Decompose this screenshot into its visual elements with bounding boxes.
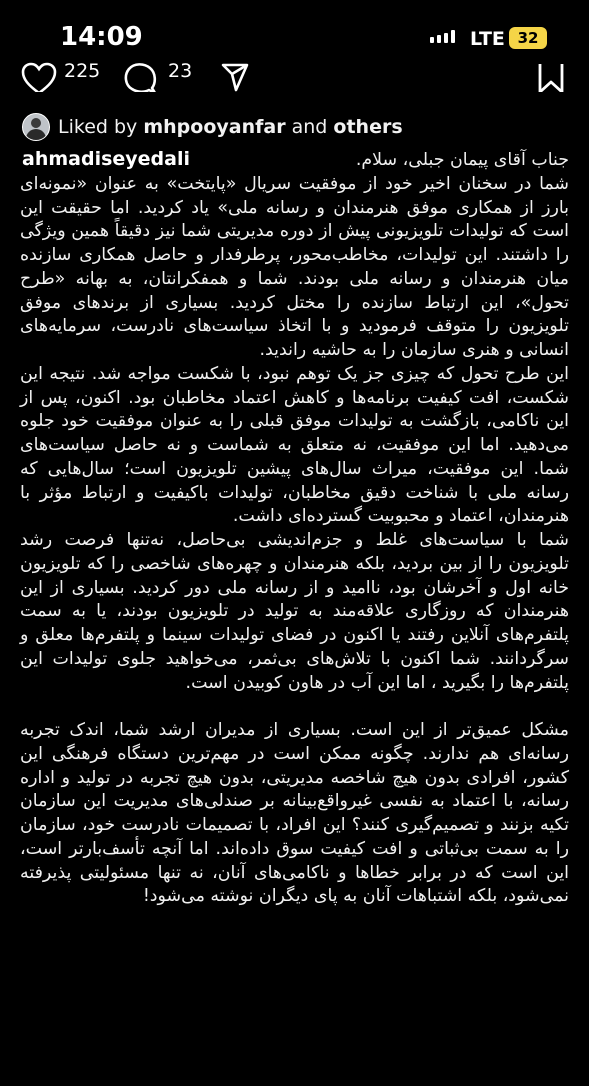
caption-paragraph: مشکل عمیق‌تر از این است. بسیاری از مدیران ارشد شما، اندک تجربه رسانه‌ای هم ندارند. چگونه ممکن است در مهم‌ترین دستگاه فرهنگی این کشور، افرادی بدون هیچ شاخصه مدیریتی، بدون هیچ تجربه در تولید و اداره رسانه، با اعتماد به نفسی غیرواقع‌بینانه بر صندلی‌های مدیریت این سازمان تکیه بزنند و تصمیم‌گیری کنند؟ این افراد، با تصمیمات نادرست خود، سازمان را به سمت بی‌ثباتی و افت کیفیت سوق داده‌اند. اما آنچه تأسف‌بارتر است، این است که در برابر خطاها و ناکامی‌های آنان، نه تنها مسئولیتی پذیرفته نمی‌شود، بلکه اشتباهات آنان به پای دیگران نوشته می‌شود! [20, 720, 569, 907]
liked-by-and: and [291, 116, 328, 138]
caption-paragraph: جناب آقای پیمان جبلی، سلام. [355, 150, 569, 170]
liked-by-others[interactable]: others [333, 116, 403, 138]
post-username[interactable]: ahmadiseyedali [22, 148, 190, 170]
liked-by-text [58, 116, 403, 138]
caption-paragraph: شما با سیاست‌های غلط و جزم‌اندیشی بی‌حاصل، نه‌تنها فرصت رشد تلویزیون را از بین بردید، بلکه هنرمندان و چهره‌های شاخصی را که تلویزیون خانه اول و آخرشان بود، ناامید و از رسانه ملی دور کردید. بسیاری از این هنرمندان که روزگاری علاقه‌مند به تولید در تلویزیون بودند، یا به سمت پلتفرم‌های آنلاین رفتند یا اکنون در فضای تولیدات سینما و پلتفرم‌ها معلق و سرگردانند. شما اکنون با تلاش‌های بی‌ثمر، می‌خواهید جلوی تولیدات این پلتفرم‌ها را بگیرید ، اما این آب در هاون کوبیدن است. [20, 530, 569, 693]
battery-icon: 32 [509, 27, 547, 49]
paragraph-gap [20, 695, 569, 719]
comment-icon[interactable] [122, 62, 158, 92]
status-time: 14:09 [60, 22, 143, 52]
liked-by-prefix: Liked by [58, 116, 138, 138]
bookmark-icon[interactable] [536, 64, 566, 92]
liked-by-user[interactable]: mhpooyanfar [143, 116, 286, 138]
post-actions [0, 58, 589, 92]
signal-icon [430, 30, 455, 43]
like-count[interactable]: 225 [64, 60, 101, 82]
share-icon[interactable] [220, 62, 250, 92]
caption-paragraph: شما در سخنان اخیر خود از موفقیت سریال «پایتخت» به عنوان «نمونه‌ای بارز از همکاری موفق هنرمندان و رسانه ملی» یاد کردید. اما حقیقت این است که تولیدات تلویزیونی پیش از دوره مدیریتی شما نیز دقیقاً همین ویژگی را داشتند. این تولیدات، مخاطب‌محور، پرطرفدار و حاصل همکاری سازنده میان هنرمندان و رسانه ملی بودند. شما و همفکرانتان، به بهانه «طرح تحول»، این ارتباط سازنده را مختل کردید. بسیاری از برندهای موفق تلویزیون را متوقف فرمودید و با اتخاذ سیاست‌های نادرست، سرمایه‌های انسانی و هنری سازمان را به حاشیه راندید. [20, 173, 569, 360]
comment-count[interactable]: 23 [168, 60, 193, 82]
post-caption [20, 149, 569, 909]
network-type: LTE [470, 28, 505, 50]
avatar[interactable] [22, 113, 50, 141]
caption-paragraph: این طرح تحول که چیزی جز یک توهم نبود، با شکست مواجه شد. نتیجه این شکست، افت کیفیت برنامه‌ها و کاهش اعتماد مخاطبان بود. اکنون، پس از این ناکامی، بازگشت به تولیدات موفق قبلی را به عنوان موفقیت خود جلوه می‌دهید. اما این موفقیت، نه متعلق به شماست و نه حاصل سیاست‌های شما. این موفقیت، میراث سال‌های پیشین تلویزیون است؛ سال‌هایی که رسانه ملی با شناخت دقیق مخاطبان، تولیدات باکیفیت و ارتباط مؤثر با هنرمندان، اعتماد و محبوبیت گسترده‌ای داشت. [20, 363, 569, 527]
heart-icon[interactable] [20, 62, 58, 92]
liked-by-row [22, 113, 403, 141]
